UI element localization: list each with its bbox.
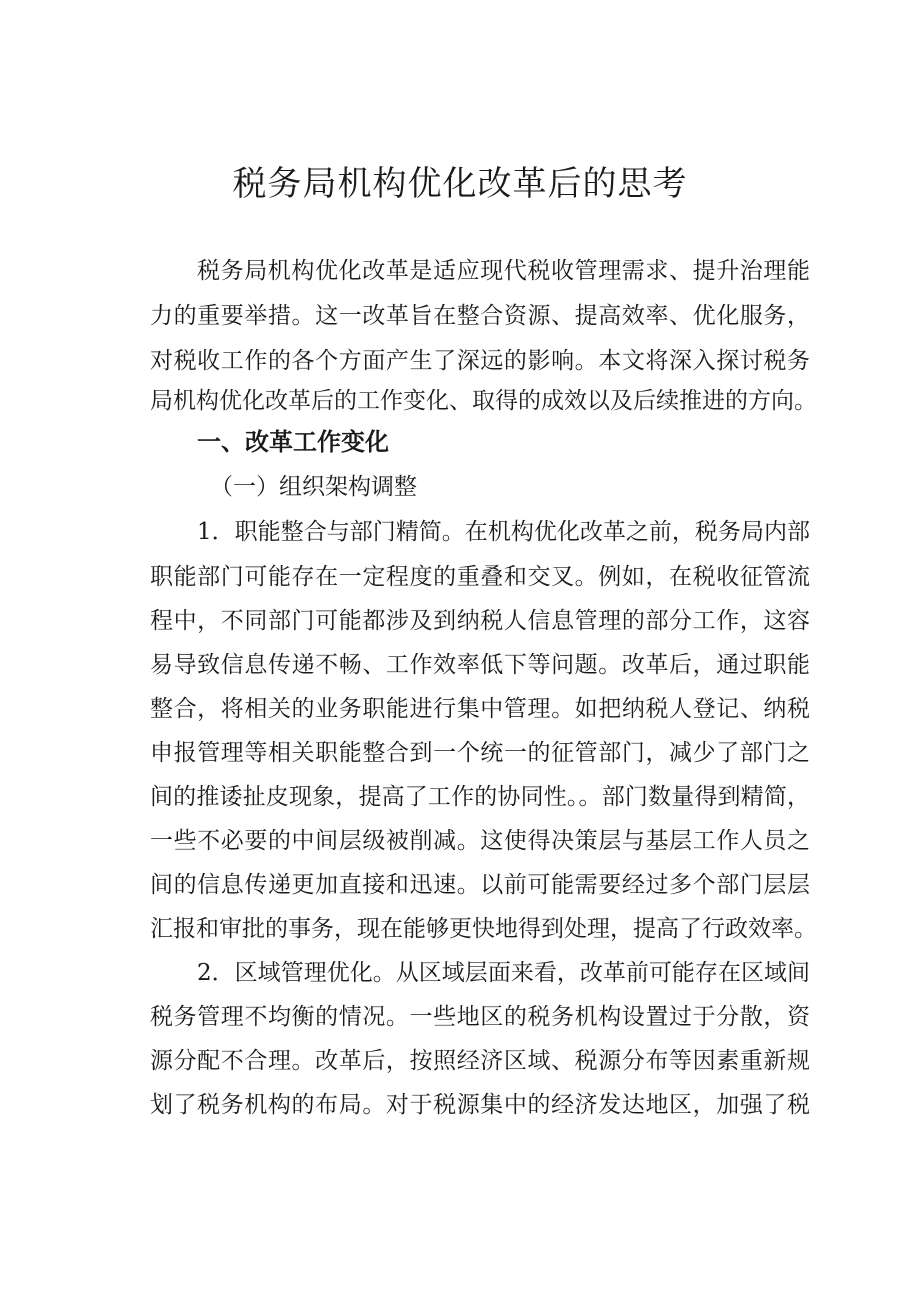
paragraph-line: 间的推诿扯皮现象，提高了工作的协同性。。部门数量得到精简， xyxy=(150,784,810,810)
intro-line: 对税收工作的各个方面产生了深远的影响。本文将深入探讨税务 xyxy=(150,348,810,374)
intro-line: 局机构优化改革后的工作变化、取得的成效以及后续推进的方向。 xyxy=(150,388,817,414)
paragraph-line: 间的信息传递更加直接和迅速。以前可能需要经过多个部门层层 xyxy=(150,872,810,898)
paragraph-line: 职能部门可能存在一定程度的重叠和交叉。例如，在税收征管流 xyxy=(150,564,810,590)
paragraph-line: 程中，不同部门可能都涉及到纳税人信息管理的部分工作，这容 xyxy=(150,608,810,634)
paragraph-line: 易导致信息传递不畅、工作效率低下等问题。改革后，通过职能 xyxy=(150,652,810,678)
subsection-heading: （一）组织架构调整 xyxy=(210,474,417,500)
intro-line: 税务局机构优化改革是适应现代税收管理需求、提升治理能 xyxy=(197,258,810,284)
paragraph-line: 一些不必要的中间层级被削减。这使得决策层与基层工作人员之 xyxy=(150,828,810,854)
section-heading: 一、改革工作变化 xyxy=(197,428,389,456)
paragraph-line: 申报管理等相关职能整合到一个统一的征管部门，减少了部门之 xyxy=(150,740,810,766)
paragraph-line: 税务管理不均衡的情况。一些地区的税务机构设置过于分散，资 xyxy=(150,1004,810,1030)
paragraph-line: 源分配不合理。改革后，按照经济区域、税源分布等因素重新规 xyxy=(150,1048,810,1074)
paragraph-line: 2．区域管理优化。从区域层面来看，改革前可能存在区域间 xyxy=(197,960,810,986)
document-title: 税务局机构优化改革后的思考 xyxy=(232,164,688,204)
paragraph-line: 1．职能整合与部门精简。在机构优化改革之前，税务局内部 xyxy=(197,519,810,545)
paragraph-line: 划了税务机构的布局。对于税源集中的经济发达地区，加强了税 xyxy=(150,1092,810,1118)
intro-line: 力的重要举措。这一改革旨在整合资源、提高效率、优化服务， xyxy=(150,303,810,329)
paragraph-line: 汇报和审批的事务，现在能够更快地得到处理，提高了行政效率。 xyxy=(150,916,817,942)
paragraph-line: 整合，将相关的业务职能进行集中管理。如把纳税人登记、纳税 xyxy=(150,696,810,722)
